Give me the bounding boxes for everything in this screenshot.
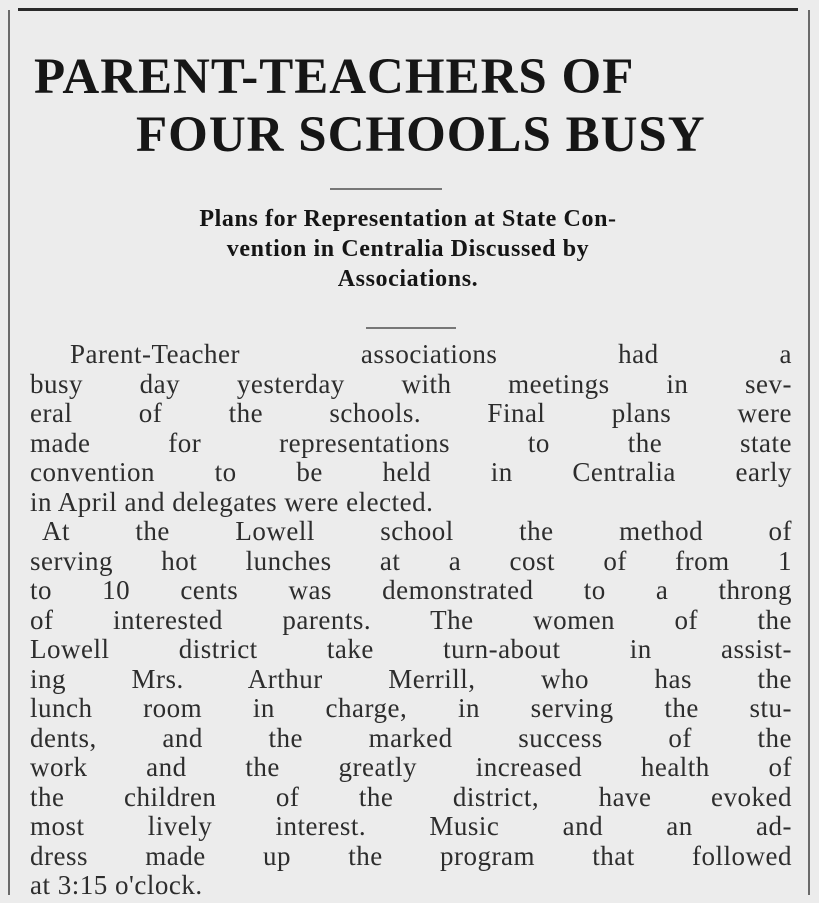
body-line: ing Mrs. Arthur Merrill, who has the xyxy=(30,663,792,694)
headline xyxy=(28,48,808,164)
body-line: the children of the district, have evoked xyxy=(30,781,792,812)
body-line: Parent-Teacher associations had a xyxy=(70,339,792,369)
left-column-rule xyxy=(8,10,10,895)
right-column-rule xyxy=(808,10,810,895)
body-line: work and the greatly increased health of xyxy=(30,752,792,782)
body-line: Lowell district take turn-about in assist- xyxy=(30,634,792,664)
headline-divider xyxy=(330,188,442,190)
top-border-rule xyxy=(18,8,798,11)
body-line: busy day yesterday with meetings in sev- xyxy=(30,368,792,399)
body-line: at 3:15 o'clock. xyxy=(30,870,203,900)
body-line: in April and delegates were elected. xyxy=(30,486,434,517)
subhead-line: vention in Centralia Discussed by xyxy=(226,236,590,262)
body-line: dress made up the program that followed xyxy=(30,840,792,871)
body-line: At the Lowell school the method of xyxy=(42,516,792,546)
body-line: eral of the schools. Final plans were xyxy=(30,398,792,428)
body-line: dents, and the marked success of the xyxy=(30,722,792,753)
body-line: most lively interest. Music and an ad- xyxy=(30,811,792,841)
body-line: to 10 cents was demonstrated to a throng xyxy=(30,575,792,605)
headline-line-1: PARENT-TEACHERS OF xyxy=(34,49,635,105)
headline-line-2: FOUR SCHOOLS BUSY xyxy=(136,107,706,163)
body-line: of interested parents. The women of the xyxy=(30,604,792,635)
subhead-divider xyxy=(366,327,456,329)
subhead-line: Associations. xyxy=(337,266,479,292)
body-line: convention to be held in Centralia early xyxy=(30,457,792,487)
subhead-line: Plans for Representation at State Con- xyxy=(199,206,617,232)
body-line: made for representations to the state xyxy=(30,427,792,458)
body-line: serving hot lunches at a cost of from 1 xyxy=(30,545,792,576)
article-body xyxy=(30,340,792,901)
body-line: lunch room in charge, in serving the stu- xyxy=(30,693,792,723)
subheadline xyxy=(28,204,788,294)
